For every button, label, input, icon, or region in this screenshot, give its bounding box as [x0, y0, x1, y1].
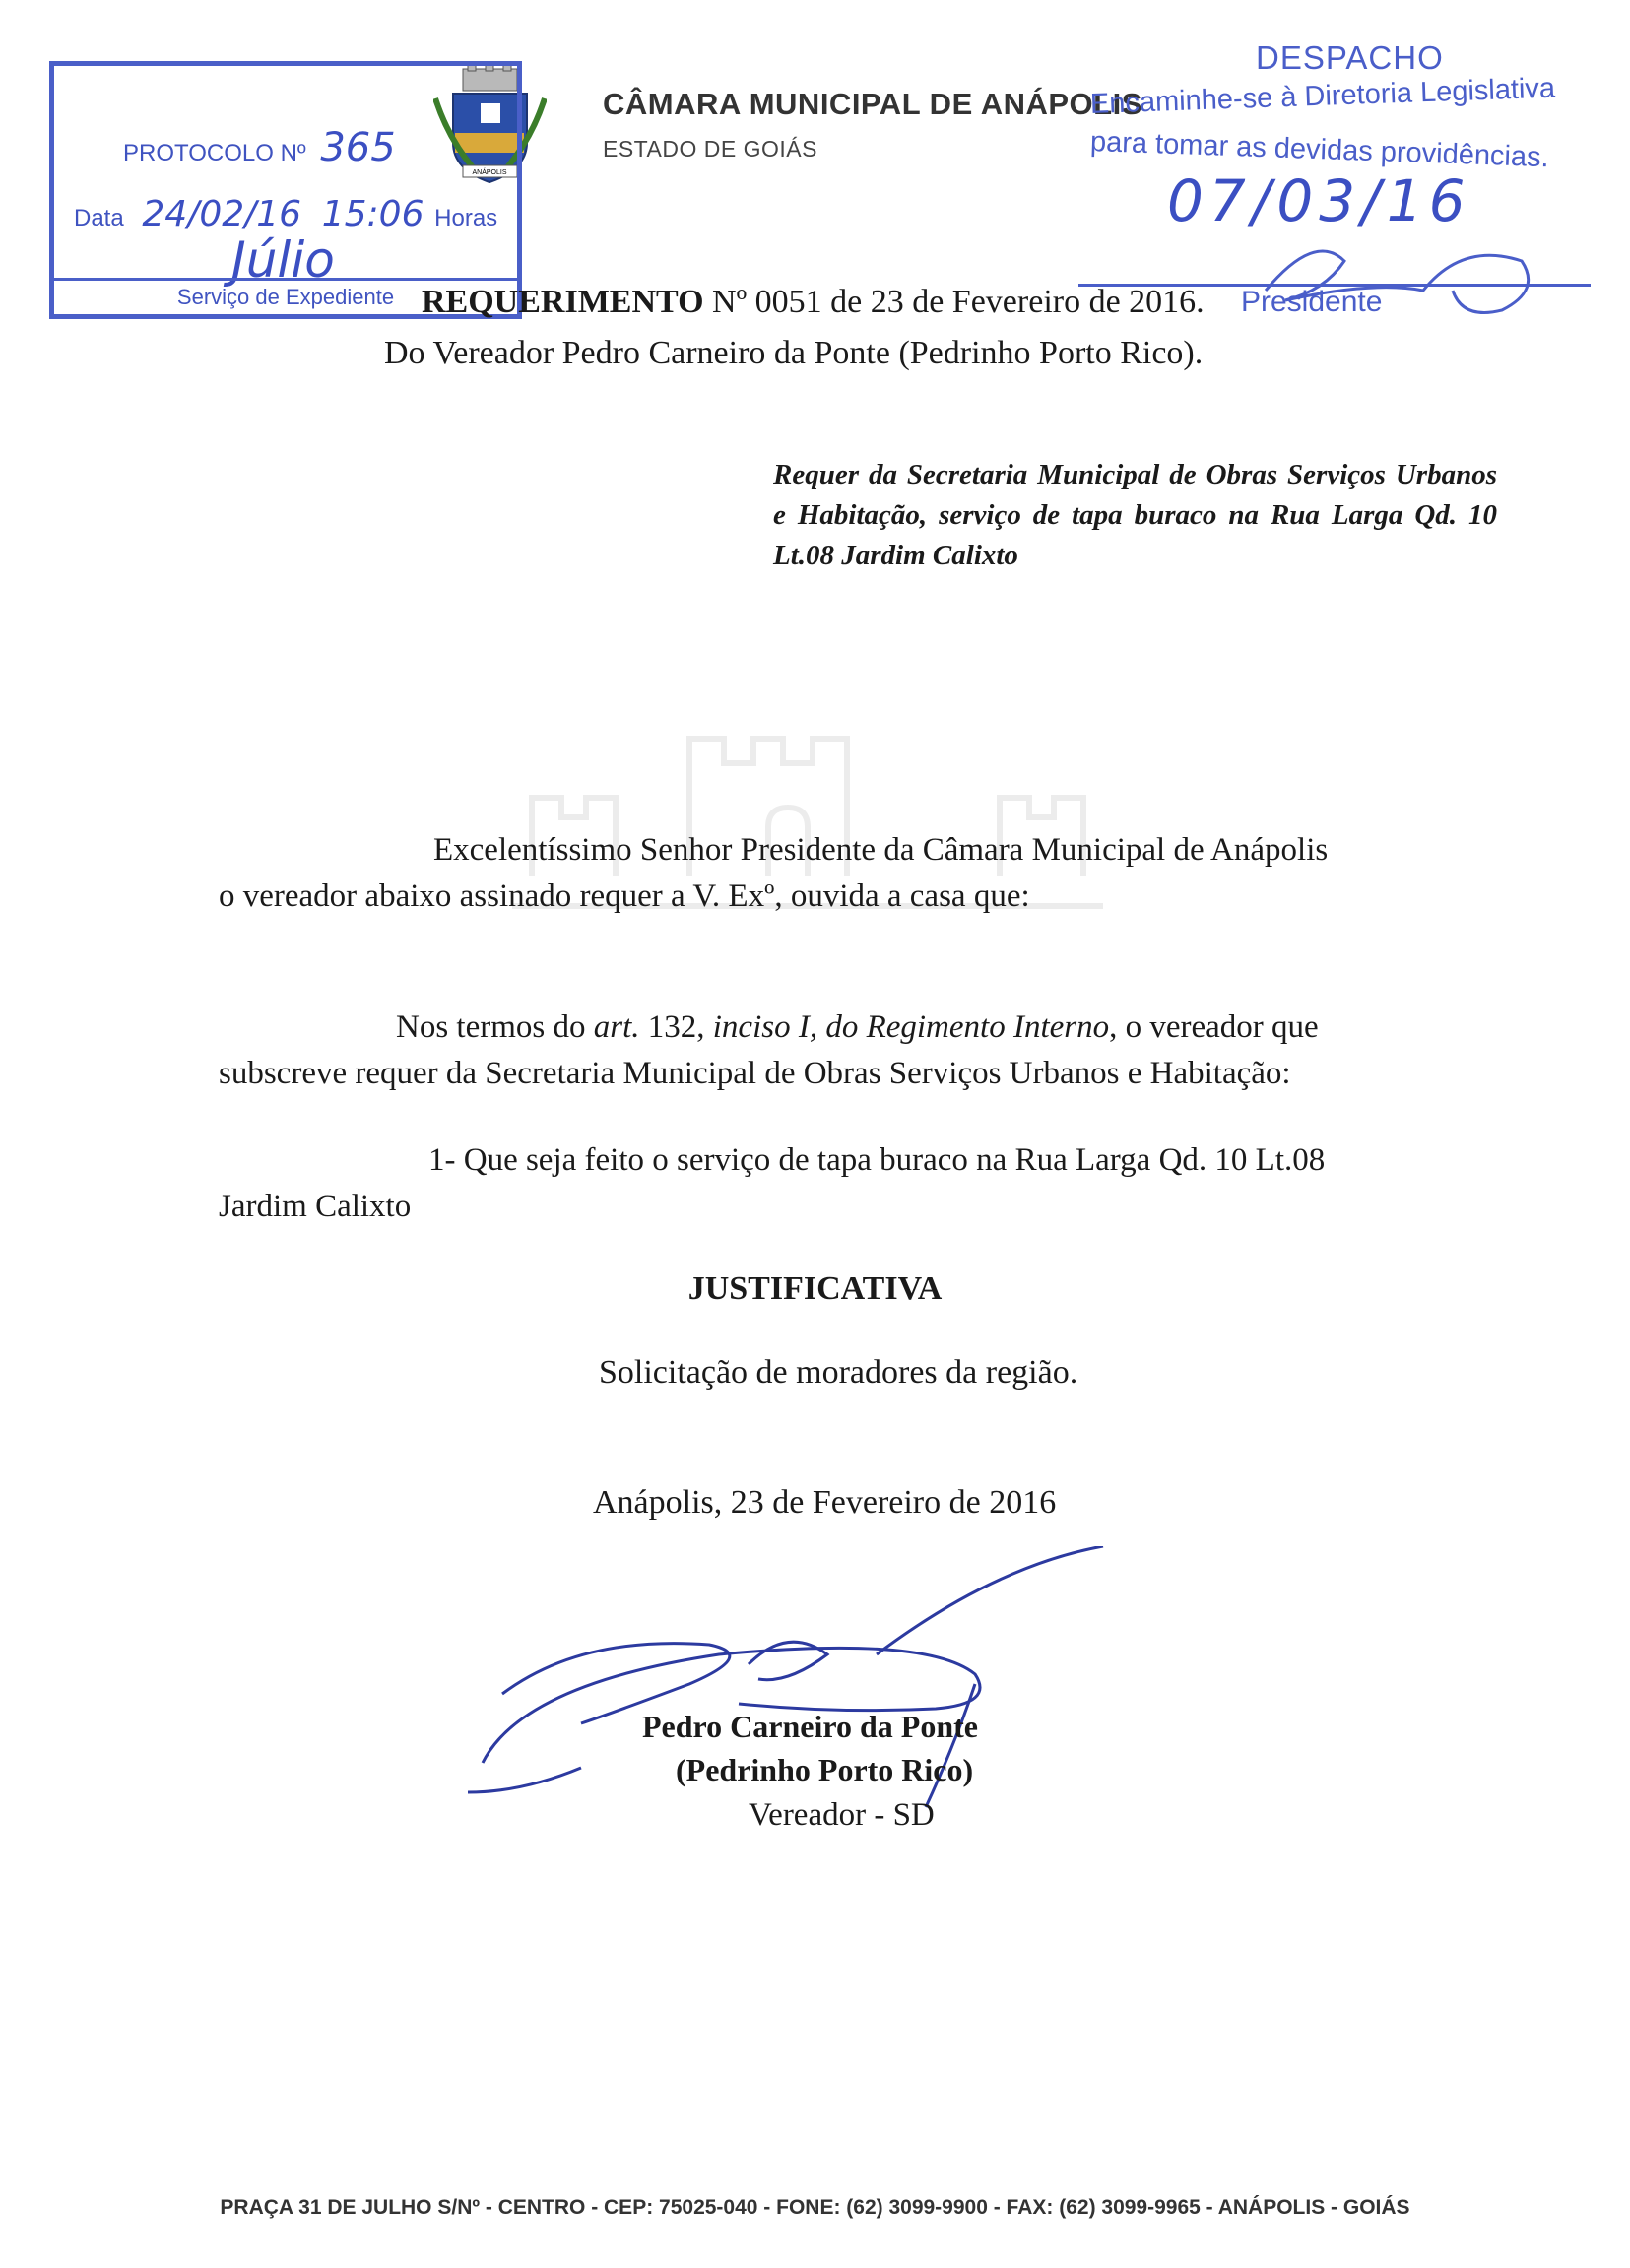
legal-inciso-ref: inciso I, do Regimento Interno [712, 1009, 1110, 1045]
place-date-line: Anápolis, 23 de Fevereiro de 2016 [593, 1484, 1057, 1521]
request-item-1-line-1: 1- Que seja feito o serviço de tapa buraco na Rua Larga Qd. 10 Lt.08 [428, 1142, 1326, 1178]
header-title: CÂMARA MUNICIPAL DE ANÁPOLIS [603, 87, 1142, 121]
header-subtitle: ESTADO DE GOIÁS [603, 136, 817, 162]
protocol-date: 24/02/16 [142, 194, 302, 234]
despacho-line-2: para tomar as devidas providências. [1089, 126, 1550, 174]
protocol-date-row [74, 194, 497, 234]
request-item-1 [219, 1137, 1499, 1230]
protocol-number-row [123, 125, 396, 170]
protocol-time: 15:06 [321, 194, 424, 234]
hours-label: Horas [434, 205, 498, 231]
justification-text: Solicitação de moradores da região. [599, 1354, 1078, 1391]
salutation-line-2: o vereador abaixo assinado requer a V. Exº, ouvida a casa que: [219, 878, 1030, 914]
salutation-paragraph [219, 827, 1499, 920]
request-author: Do Vereador Pedro Carneiro da Ponte (Pedrinho Porto Rico). [384, 335, 1204, 371]
despacho-date: 07/03/16 [1167, 167, 1471, 234]
signatory-name: Pedro Carneiro da Ponte [642, 1709, 978, 1744]
request-item-1-line-2: Jardim Calixto [219, 1189, 412, 1224]
justification-heading: JUSTIFICATIVA [687, 1270, 943, 1307]
crest-ribbon-text: ANÁPOLIS [472, 169, 507, 176]
protocol-number: 365 [320, 125, 396, 170]
legal-basis-line-2: subscreve requer da Secretaria Municipal de Obras Serviços Urbanos e Habitação: [219, 1056, 1291, 1091]
legal-text-a: Nos termos do [396, 1009, 594, 1045]
despacho-signature-scribble [1226, 222, 1561, 340]
signatory-nickname: (Pedrinho Porto Rico) [676, 1752, 974, 1787]
legal-basis-line-1 [219, 1004, 1499, 1051]
legal-text-c: , o vereador que [1109, 1009, 1319, 1045]
protocol-stamp-footer: Serviço de Expediente [54, 278, 517, 314]
footer-address: PRAÇA 31 DE JULHO S/Nº - CENTRO - CEP: 75025-040 - FONE: (62) 3099-9900 - FAX: (62) 3099-9965 - ANÁPOLIS - GOIÁS [220, 2196, 1410, 2219]
request-title [422, 284, 1205, 321]
protocol-label: PROTOCOLO Nº [123, 140, 306, 166]
request-summary: Requer da Secretaria Municipal de Obras Serviços Urbanos e Habitação, serviço de tapa buraco na Rua Larga Qd. 10 Lt.08 Jardim Calixto [773, 459, 1497, 571]
signatory-role: Vereador - SD [749, 1797, 935, 1833]
legal-art-ref: art. [593, 1009, 640, 1045]
protocol-stamp [49, 61, 522, 319]
despacho-title: DESPACHO [1256, 39, 1444, 76]
request-title-number-date: Nº 0051 de 23 de Fevereiro de 2016. [703, 284, 1205, 320]
despacho-line-1: Encaminhe-se à Diretoria Legislativa [1089, 72, 1556, 120]
despacho-role: Presidente [1241, 286, 1383, 318]
date-label: Data [74, 205, 124, 231]
legal-basis-paragraph [219, 1004, 1499, 1097]
protocol-signature: Júlio [231, 231, 335, 289]
request-title-bold: REQUERIMENTO [422, 284, 704, 320]
legal-text-b: 132, [639, 1009, 713, 1045]
salutation-line-1: Excelentíssimo Senhor Presidente da Câmara Municipal de Anápolis [433, 832, 1329, 868]
